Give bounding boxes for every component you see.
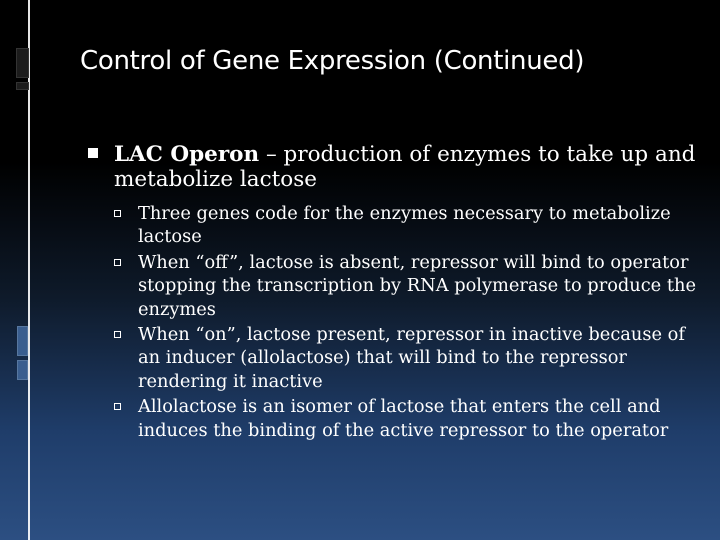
sub-bullet xyxy=(88,395,708,442)
main-bullet-bold-text: LAC Operon xyxy=(114,142,260,167)
hollow-square-bullet-icon xyxy=(114,331,121,338)
decor-bar-lower xyxy=(17,360,28,380)
sub-bullet xyxy=(88,323,708,393)
slide-title: Control of Gene Expression (Continued) xyxy=(80,46,585,76)
main-bullet-text: – production of enzymes to take up and metabolize lactose xyxy=(114,142,696,192)
sub-bullet-text: When “on”, lactose present, repressor in inactive because of an inducer (allolactose) that will bind to the repressor rendering it inactive xyxy=(138,324,685,392)
sub-bullet-text: When “off”, lactose is absent, repressor will bind to operator stopping the transcription by RNA polymerase to produce the enzymes xyxy=(138,251,696,320)
decor-block-top xyxy=(16,48,29,78)
decor-block-bottom xyxy=(16,82,29,90)
sub-bullet xyxy=(88,251,708,321)
slide-content xyxy=(88,142,708,444)
sub-bullet-text: Allolactose is an isomer of lactose that enters the cell and induces the binding of the active repressor to the operator xyxy=(138,396,669,441)
left-divider-line xyxy=(28,0,30,540)
sub-bullet xyxy=(88,202,708,249)
hollow-square-bullet-icon xyxy=(114,403,121,410)
hollow-square-bullet-icon xyxy=(114,259,121,266)
hollow-square-bullet-icon xyxy=(114,210,121,217)
main-bullet xyxy=(88,142,708,192)
sub-bullet-text: Three genes code for the enzymes necessary to metabolize lactose xyxy=(138,203,671,248)
sub-bullet-list xyxy=(88,202,708,442)
decor-bar-upper xyxy=(17,326,28,356)
square-bullet-icon xyxy=(88,148,98,158)
